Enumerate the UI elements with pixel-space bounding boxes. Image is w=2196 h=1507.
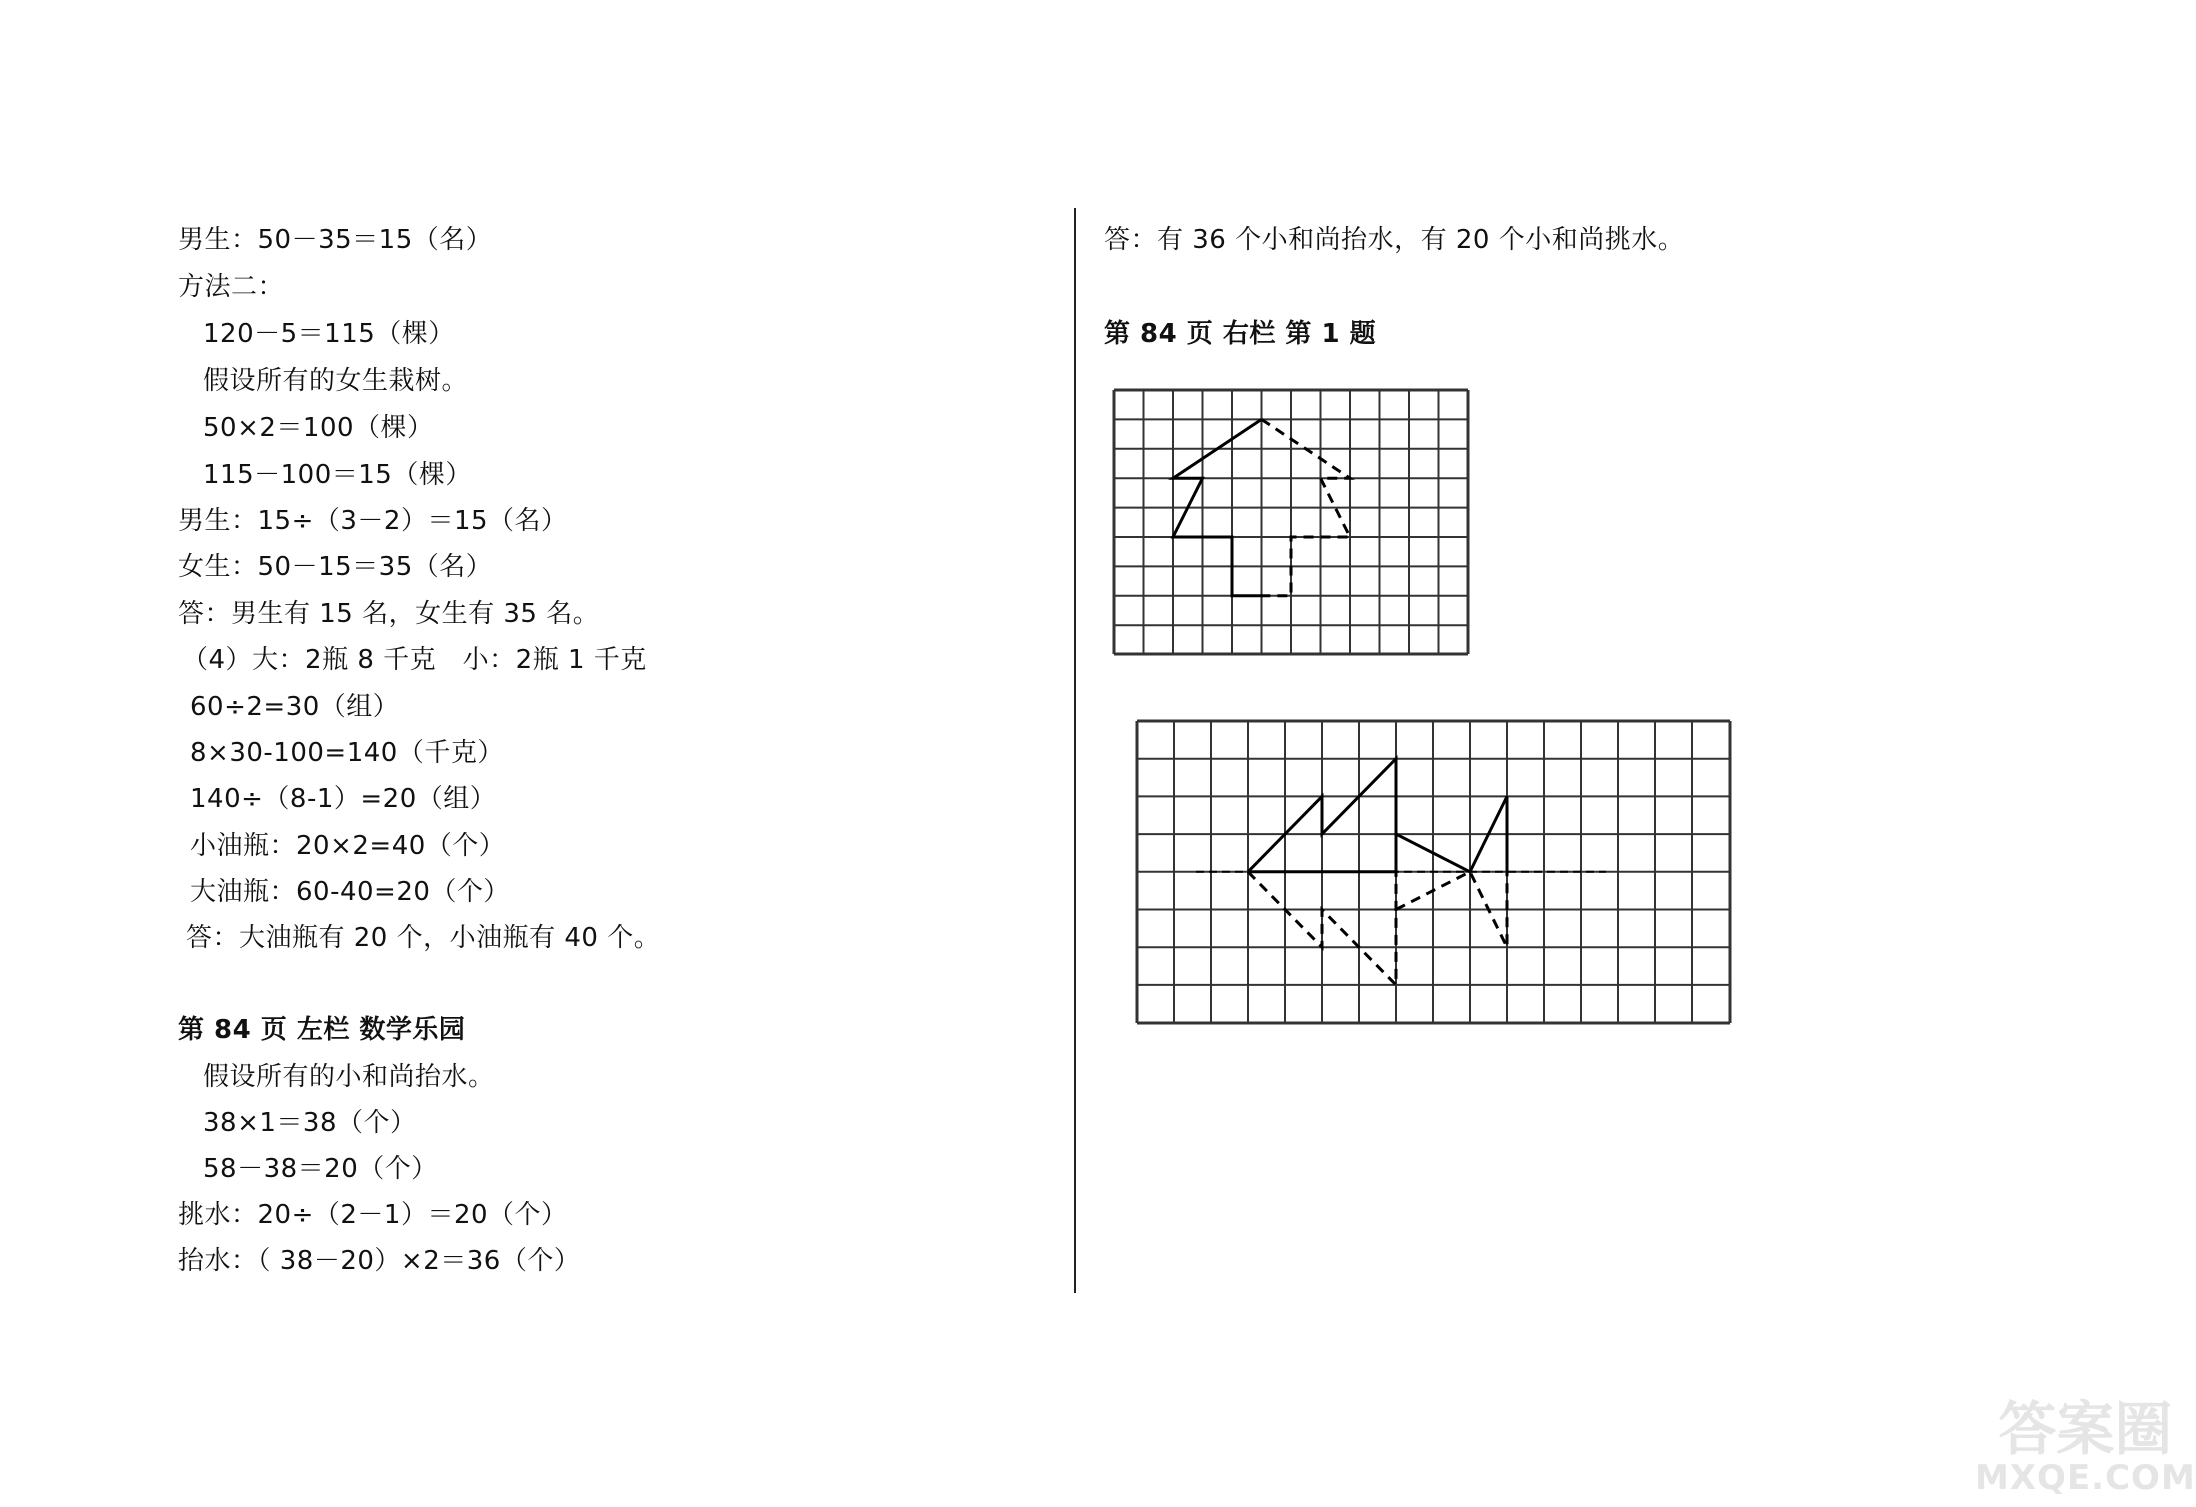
text-line: 答：大油瓶有 20 个，小油瓶有 40 个。 bbox=[186, 923, 661, 953]
text-line: 大油瓶：60-40=20（个） bbox=[190, 877, 510, 907]
text-line: 女生：50－15＝35（名） bbox=[178, 552, 493, 582]
grid-lines bbox=[1114, 390, 1468, 654]
text-line: 挑水：20÷（2－1）＝20（个） bbox=[178, 1200, 568, 1230]
text-line: （4）大：2瓶 8 千克 小：2瓶 1 千克 bbox=[182, 645, 647, 675]
text-line: 假设所有的小和尚抬水。 bbox=[203, 1062, 495, 1092]
grid-figure-tree bbox=[1113, 389, 1469, 655]
section-heading: 第 84 页 左栏 数学乐园 bbox=[178, 1015, 466, 1045]
text-line: 抬水：（ 38－20）×2＝36（个） bbox=[178, 1246, 581, 1276]
text-line: 8×30-100=140（千克） bbox=[190, 738, 504, 768]
text-line: 50×2＝100（棵） bbox=[203, 413, 434, 443]
text-line: 男生：50－35＝15（名） bbox=[178, 225, 493, 255]
text-line: 假设所有的女生栽树。 bbox=[203, 366, 469, 396]
text-line: 60÷2=30（组） bbox=[190, 692, 400, 722]
text-line: 115－100＝15（棵） bbox=[203, 460, 472, 490]
column-divider bbox=[1074, 208, 1076, 1293]
answer-line: 答：有 36 个小和尚抬水，有 20 个小和尚挑水。 bbox=[1104, 225, 1685, 255]
grid-figure-fish bbox=[1136, 720, 1731, 1024]
watermark-url: MXQE.COM bbox=[1975, 1458, 2196, 1498]
text-line: 38×1＝38（个） bbox=[203, 1108, 417, 1138]
text-line: 答：男生有 15 名，女生有 35 名。 bbox=[178, 599, 600, 629]
watermark bbox=[1975, 1395, 2196, 1498]
text-line: 方法二： bbox=[178, 272, 285, 302]
text-line: 男生：15÷（3－2）＝15（名） bbox=[178, 506, 568, 536]
text-line: 小油瓶：20×2=40（个） bbox=[190, 831, 506, 861]
section-heading: 第 84 页 右栏 第 1 题 bbox=[1104, 319, 1377, 349]
text-line: 140÷（8-1）=20（组） bbox=[190, 784, 497, 814]
text-line: 120－5＝115（棵） bbox=[203, 319, 455, 349]
watermark-logo: 答案圈 bbox=[1998, 1395, 2173, 1463]
text-line: 58－38＝20（个） bbox=[203, 1154, 438, 1184]
